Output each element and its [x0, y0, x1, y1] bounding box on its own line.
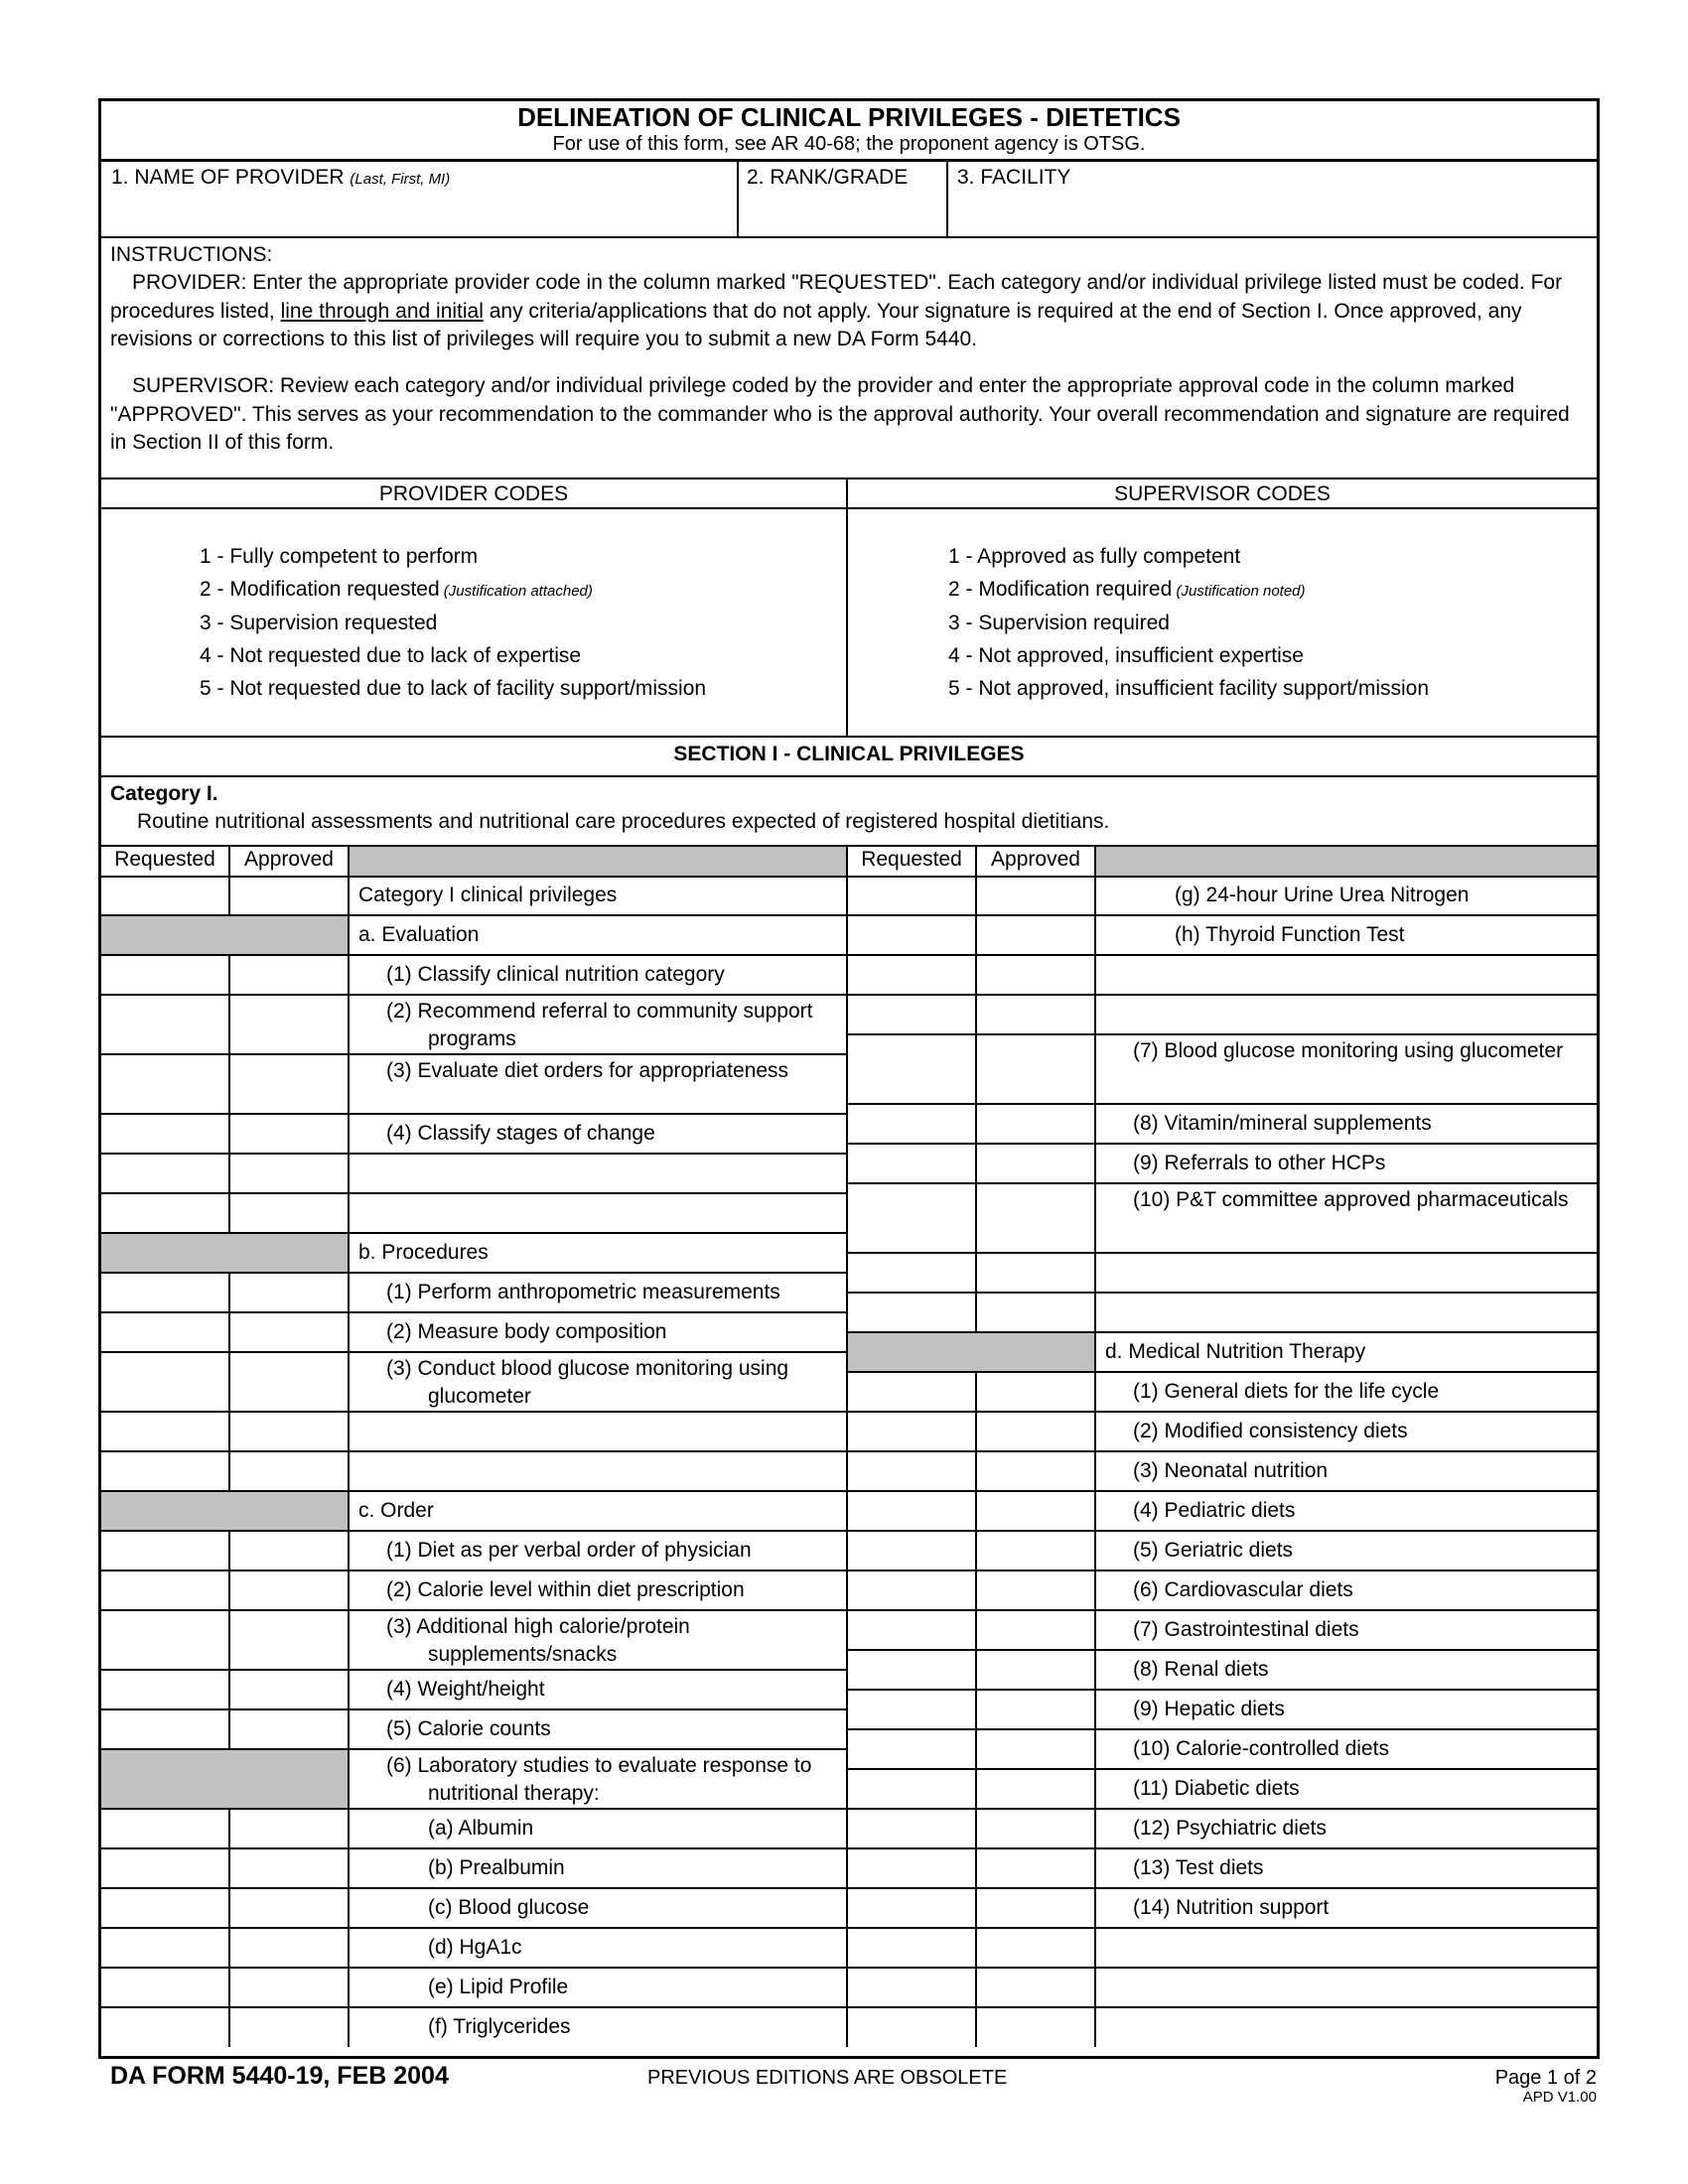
privilege-label: (3) Additional high calorie/protein supplements/snacks [386, 1615, 690, 1666]
right-requested-cell[interactable] [847, 1610, 976, 1650]
privilege-label: (3) Evaluate diet orders for appropriateness [386, 1059, 789, 1082]
col-divider [228, 1809, 230, 1848]
right-approved-cell[interactable] [976, 1968, 1095, 2007]
col-divider [228, 2007, 230, 2047]
privilege-label: (1) General diets for the life cycle [1133, 1380, 1440, 1403]
right-approved-cell[interactable] [976, 1570, 1095, 1610]
left-approved-cell[interactable] [229, 1670, 349, 1709]
left-approved-cell[interactable] [229, 1968, 349, 2007]
privilege-label: (c) Blood glucose [428, 1896, 590, 1919]
code-item [948, 576, 1306, 606]
right-approved-cell[interactable] [976, 1183, 1095, 1253]
divider [101, 775, 1597, 777]
right-approved-cell[interactable] [976, 1451, 1095, 1491]
privilege-label: (1) Classify clinical nutrition category [386, 963, 725, 986]
privilege-label: (1) Diet as per verbal order of physician [386, 1539, 752, 1562]
row-shade [101, 1750, 349, 1808]
right-requested-cell[interactable] [847, 1809, 976, 1848]
header-shade [350, 847, 846, 876]
rank-label: 2. RANK/GRADE [747, 166, 909, 189]
privilege-label: (11) Diabetic diets [1133, 1777, 1300, 1800]
col-divider [228, 1570, 230, 1610]
left-requested-cell[interactable] [101, 1451, 229, 1491]
right-requested-cell[interactable] [847, 1928, 976, 1968]
left-approved-cell[interactable] [229, 1570, 349, 1610]
col-divider [228, 1054, 230, 1114]
col-divider [975, 846, 977, 876]
right-requested-cell[interactable] [847, 1293, 976, 1332]
privilege-label: (8) Vitamin/mineral supplements [1133, 1112, 1432, 1135]
col-divider [975, 1928, 977, 1968]
facility-field[interactable] [957, 195, 1593, 234]
privilege-label: (4) Weight/height [386, 1678, 545, 1701]
code-text: 4 - Not requested due to lack of expertise [200, 643, 582, 667]
col-divider [975, 876, 977, 915]
code-item [200, 675, 706, 703]
right-requested-cell[interactable] [847, 1034, 976, 1104]
privilege-label: (8) Renal diets [1133, 1658, 1269, 1681]
code-text: 2 - Modification required [948, 578, 1173, 602]
center-divider [846, 846, 848, 2047]
col-divider [228, 1412, 230, 1451]
category-title: Category I. [110, 782, 218, 805]
left-requested-cell[interactable] [101, 1709, 229, 1749]
left-approved-cell[interactable] [229, 1451, 349, 1491]
privilege-label: (7) Gastrointestinal diets [1133, 1618, 1359, 1641]
privilege-label: (14) Nutrition support [1133, 1896, 1330, 1919]
privilege-label: (b) Prealbumin [428, 1856, 565, 1879]
right-approved-cell[interactable] [976, 1034, 1095, 1104]
col-divider [975, 915, 977, 955]
right-requested-cell[interactable] [847, 2007, 976, 2047]
col-divider [975, 1729, 977, 1769]
privilege-label: (2) Modified consistency diets [1133, 1420, 1408, 1442]
left-requested-cell[interactable] [101, 1888, 229, 1928]
right-approved-cell[interactable] [976, 2007, 1095, 2047]
code-item [948, 610, 1170, 637]
right-approved-cell[interactable] [976, 995, 1095, 1034]
privilege-label: (g) 24-hour Urine Urea Nitrogen [1175, 884, 1470, 906]
section-title: SECTION I - CLINICAL PRIVILEGES [673, 743, 1025, 765]
privilege-label: (9) Hepatic diets [1133, 1698, 1285, 1720]
right-approved-cell[interactable] [976, 1650, 1095, 1690]
right-requested-cell[interactable] [847, 1372, 976, 1412]
right-approved-cell[interactable] [976, 1144, 1095, 1183]
right-approved-cell[interactable] [976, 1848, 1095, 1888]
col-divider [228, 1352, 230, 1412]
left-requested-cell[interactable] [101, 1193, 229, 1233]
privilege-label: (2) Measure body composition [386, 1320, 667, 1343]
right-requested-cell[interactable] [847, 1769, 976, 1809]
right-approved-cell[interactable] [976, 1610, 1095, 1650]
privilege-label: (a) Albumin [428, 1817, 534, 1840]
right-approved-cell[interactable] [976, 876, 1095, 915]
col-divider [228, 1312, 230, 1352]
privilege-label: (10) Calorie-controlled diets [1133, 1737, 1389, 1760]
left-requested-cell[interactable] [101, 1312, 229, 1352]
right-requested-cell[interactable] [847, 876, 976, 915]
code-text: 1 - Approved as fully competent [948, 545, 1241, 568]
col-divider [975, 1650, 977, 1690]
right-requested-cell[interactable] [847, 915, 976, 955]
form-id: DA FORM 5440-19, FEB 2004 [110, 2062, 449, 2090]
col-divider [228, 1531, 230, 1570]
right-requested-cell[interactable] [847, 1531, 976, 1570]
left-approved-cell[interactable] [229, 1312, 349, 1352]
privilege-label: b. Procedures [358, 1241, 489, 1264]
code-note: (Justification noted) [1172, 583, 1306, 601]
col-divider [975, 2007, 977, 2047]
right-requested-cell[interactable] [847, 1690, 976, 1729]
left-approved-cell[interactable] [229, 1412, 349, 1451]
row-shade [847, 1333, 1095, 1371]
obsolete-note: PREVIOUS EDITIONS ARE OBSOLETE [647, 2067, 1008, 2089]
right-requested-cell[interactable] [847, 1650, 976, 1690]
right-requested-cell[interactable] [847, 1968, 976, 2007]
privilege-label: (3) Conduct blood glucose monitoring using glucometer [386, 1357, 789, 1408]
code-item [200, 543, 478, 571]
privilege-label: (12) Psychiatric diets [1133, 1817, 1327, 1840]
col-divider [228, 1451, 230, 1491]
privilege-label: (3) Neonatal nutrition [1133, 1459, 1329, 1482]
left-requested-cell[interactable] [101, 1352, 229, 1412]
code-note: (Justification attached) [439, 583, 593, 601]
supervisor-codes-heading: SUPERVISOR CODES [1114, 482, 1331, 505]
privilege-label: (e) Lipid Profile [428, 1976, 569, 1998]
right-approved-cell[interactable] [976, 1531, 1095, 1570]
privilege-label: (4) Pediatric diets [1133, 1499, 1296, 1522]
col-divider [975, 1690, 977, 1729]
right-requested-cell[interactable] [847, 1451, 976, 1491]
rank-field[interactable] [747, 195, 935, 234]
col-divider [228, 846, 230, 876]
left-requested-cell[interactable] [101, 1531, 229, 1570]
divider [101, 159, 1597, 162]
provider-codes-heading: PROVIDER CODES [378, 482, 569, 505]
right-approved-cell[interactable] [976, 1372, 1095, 1412]
category-description: Routine nutritional assessments and nutritional care procedures expected of registered hospital dietitians. [137, 810, 1110, 833]
privilege-label: (d) HgA1c [428, 1936, 522, 1959]
privilege-label: a. Evaluation [358, 923, 480, 946]
col-approved-right: Approved [991, 848, 1080, 871]
left-approved-cell[interactable] [229, 955, 349, 995]
privilege-label: (6) Cardiovascular diets [1133, 1578, 1353, 1601]
col-divider [228, 955, 230, 995]
col-divider [348, 846, 350, 2047]
divider [737, 161, 739, 237]
left-approved-cell[interactable] [229, 1809, 349, 1848]
form-title: DELINEATION OF CLINICAL PRIVILEGES - DIETETICS [517, 102, 1181, 132]
right-approved-cell[interactable] [976, 1253, 1095, 1293]
right-requested-cell[interactable] [847, 1144, 976, 1183]
right-requested-cell[interactable] [847, 995, 976, 1034]
instructions-heading: INSTRUCTIONS: [110, 243, 273, 266]
left-requested-cell[interactable] [101, 2007, 229, 2047]
col-divider [975, 1968, 977, 2007]
divider [846, 478, 848, 738]
left-requested-cell[interactable] [101, 1154, 229, 1193]
left-approved-cell[interactable] [229, 1848, 349, 1888]
col-divider [228, 1928, 230, 1968]
header-shade [1096, 847, 1597, 876]
col-divider [228, 1670, 230, 1709]
right-requested-cell[interactable] [847, 1104, 976, 1144]
col-divider [228, 1273, 230, 1312]
code-item [948, 642, 1304, 670]
privilege-label: c. Order [358, 1499, 434, 1522]
left-requested-cell[interactable] [101, 1570, 229, 1610]
page-number: Page 1 of 2 [1494, 2067, 1597, 2089]
left-requested-cell[interactable] [101, 955, 229, 995]
col-divider [975, 995, 977, 1034]
left-approved-cell[interactable] [229, 876, 349, 915]
code-text: 5 - Not approved, insufficient facility support/mission [948, 677, 1430, 701]
left-requested-cell[interactable] [101, 1670, 229, 1709]
privilege-label: (1) Perform anthropometric measurements [386, 1281, 780, 1303]
left-requested-cell[interactable] [101, 1848, 229, 1888]
left-approved-cell[interactable] [229, 1193, 349, 1233]
col-divider [228, 876, 230, 915]
left-requested-cell[interactable] [101, 876, 229, 915]
privilege-label: (2) Recommend referral to community support programs [386, 1000, 813, 1050]
row-shade [101, 1492, 349, 1530]
divider [101, 478, 1597, 479]
divider [101, 736, 1597, 738]
privilege-label: (2) Calorie level within diet prescription [386, 1578, 745, 1601]
right-approved-cell[interactable] [976, 1809, 1095, 1848]
right-approved-cell[interactable] [976, 1769, 1095, 1809]
col-divider [228, 995, 230, 1054]
col-divider [975, 1104, 977, 1144]
code-item [200, 610, 437, 637]
right-requested-cell[interactable] [847, 1888, 976, 1928]
right-approved-cell[interactable] [976, 955, 1095, 995]
privilege-label: (6) Laboratory studies to evaluate response to nutritional therapy: [386, 1754, 812, 1805]
right-requested-cell[interactable] [847, 1491, 976, 1531]
name-field[interactable] [111, 195, 727, 234]
col-divider [975, 1253, 977, 1293]
left-approved-cell[interactable] [229, 1610, 349, 1670]
col-divider [975, 1034, 977, 1104]
left-approved-cell[interactable] [229, 1273, 349, 1312]
col-divider [228, 1709, 230, 1749]
right-requested-cell[interactable] [847, 1570, 976, 1610]
right-requested-cell[interactable] [847, 1848, 976, 1888]
supervisor-instructions: SUPERVISOR: Review each category and/or individual privilege coded by the provider and enter the appropriate approval code in the column marked "APPROVED". This serves as your recommendation to the commander who is the approval authority. Your overall recommendation and signature are required in Section II of this form. [110, 374, 1570, 454]
row-shade [101, 1234, 349, 1272]
code-text: 3 - Supervision requested [200, 611, 438, 634]
code-text: 3 - Supervision required [948, 611, 1170, 634]
code-item [200, 642, 581, 670]
col-divider [975, 1809, 977, 1848]
facility-label: 3. FACILITY [957, 166, 1071, 189]
left-requested-cell[interactable] [101, 1412, 229, 1451]
left-requested-cell[interactable] [101, 1610, 229, 1670]
col-divider [975, 1183, 977, 1253]
left-approved-cell[interactable] [229, 1709, 349, 1749]
version: APD V1.00 [1522, 2089, 1597, 2106]
left-requested-cell[interactable] [101, 1273, 229, 1312]
col-divider [975, 1144, 977, 1183]
col-divider [975, 1848, 977, 1888]
left-approved-cell[interactable] [229, 1114, 349, 1154]
right-approved-cell[interactable] [976, 1104, 1095, 1144]
privilege-label: (5) Calorie counts [386, 1717, 551, 1740]
col-divider [975, 1451, 977, 1491]
privilege-label: (10) P&T committee approved pharmaceuticals [1133, 1188, 1569, 1211]
right-approved-cell[interactable] [976, 1888, 1095, 1928]
code-item [948, 543, 1240, 571]
row-shade [101, 916, 349, 954]
left-approved-cell[interactable] [229, 1154, 349, 1193]
code-text: 5 - Not requested due to lack of facility support/mission [200, 677, 707, 701]
left-requested-cell[interactable] [101, 1114, 229, 1154]
col-divider [975, 1412, 977, 1451]
divider [101, 507, 1597, 509]
privilege-label: Category I clinical privileges [358, 884, 618, 906]
privilege-label: (5) Geriatric diets [1133, 1539, 1294, 1562]
right-approved-cell[interactable] [976, 1412, 1095, 1451]
left-approved-cell[interactable] [229, 1352, 349, 1412]
code-item [948, 675, 1429, 703]
right-requested-cell[interactable] [847, 1412, 976, 1451]
left-requested-cell[interactable] [101, 1968, 229, 2007]
code-text: 4 - Not approved, insufficient expertise [948, 643, 1304, 667]
privilege-label: (13) Test diets [1133, 1856, 1264, 1879]
col-approved-left: Approved [244, 848, 334, 871]
right-approved-cell[interactable] [976, 1491, 1095, 1531]
divider [101, 236, 1597, 238]
right-approved-cell[interactable] [976, 1729, 1095, 1769]
right-requested-cell[interactable] [847, 1253, 976, 1293]
privilege-label: d. Medical Nutrition Therapy [1105, 1340, 1366, 1363]
right-requested-cell[interactable] [847, 955, 976, 995]
col-requested-left: Requested [114, 848, 215, 871]
divider [946, 161, 948, 237]
privilege-label: (h) Thyroid Function Test [1175, 923, 1405, 946]
col-divider [228, 1154, 230, 1193]
form-subtitle: For use of this form, see AR 40-68; the proponent agency is OTSG. [552, 133, 1146, 155]
privilege-label: (9) Referrals to other HCPs [1133, 1152, 1386, 1174]
code-text: 1 - Fully competent to perform [200, 545, 479, 568]
left-approved-cell[interactable] [229, 1531, 349, 1570]
privilege-label: (4) Classify stages of change [386, 1122, 655, 1145]
col-divider [1094, 846, 1096, 2047]
right-approved-cell[interactable] [976, 915, 1095, 955]
col-divider [975, 1769, 977, 1809]
col-divider [975, 1531, 977, 1570]
col-divider [228, 1848, 230, 1888]
col-divider [975, 1372, 977, 1412]
col-divider [228, 1114, 230, 1154]
right-requested-cell[interactable] [847, 1729, 976, 1769]
privilege-label: (f) Triglycerides [428, 2015, 571, 2038]
left-approved-cell[interactable] [229, 2007, 349, 2047]
col-divider [975, 1610, 977, 1650]
col-divider [975, 1293, 977, 1332]
col-divider [975, 1491, 977, 1531]
col-divider [228, 1968, 230, 2007]
col-divider [228, 1193, 230, 1233]
left-approved-cell[interactable] [229, 1888, 349, 1928]
col-requested-right: Requested [861, 848, 962, 871]
code-item [200, 576, 593, 606]
col-divider [975, 1888, 977, 1928]
left-requested-cell[interactable] [101, 1928, 229, 1968]
col-divider [975, 955, 977, 995]
left-approved-cell[interactable] [229, 995, 349, 1054]
code-text: 2 - Modification requested [200, 578, 440, 602]
left-approved-cell[interactable] [229, 1054, 349, 1114]
col-divider [975, 1570, 977, 1610]
left-requested-cell[interactable] [101, 1809, 229, 1848]
col-divider [228, 1610, 230, 1670]
left-requested-cell[interactable] [101, 995, 229, 1054]
right-approved-cell[interactable] [976, 1690, 1095, 1729]
provider-instructions: PROVIDER: Enter the appropriate provider code in the column marked "REQUESTED". Each category and/or individual privilege listed must be coded. For procedures listed, line through and initial any criteria/applications that do not apply. Your signature is required at the end of Section I. Once approved, any revisions or corrections to this list of privileges will require you to submit a new DA Form 5440. [110, 271, 1563, 350]
left-approved-cell[interactable] [229, 1928, 349, 1968]
right-requested-cell[interactable] [847, 1183, 976, 1253]
left-requested-cell[interactable] [101, 1054, 229, 1114]
name-label: 1. NAME OF PROVIDER (Last, First, MI) [111, 166, 451, 189]
privilege-label: (7) Blood glucose monitoring using glucometer [1133, 1039, 1564, 1062]
right-approved-cell[interactable] [976, 1928, 1095, 1968]
col-divider [228, 1888, 230, 1928]
right-approved-cell[interactable] [976, 1293, 1095, 1332]
